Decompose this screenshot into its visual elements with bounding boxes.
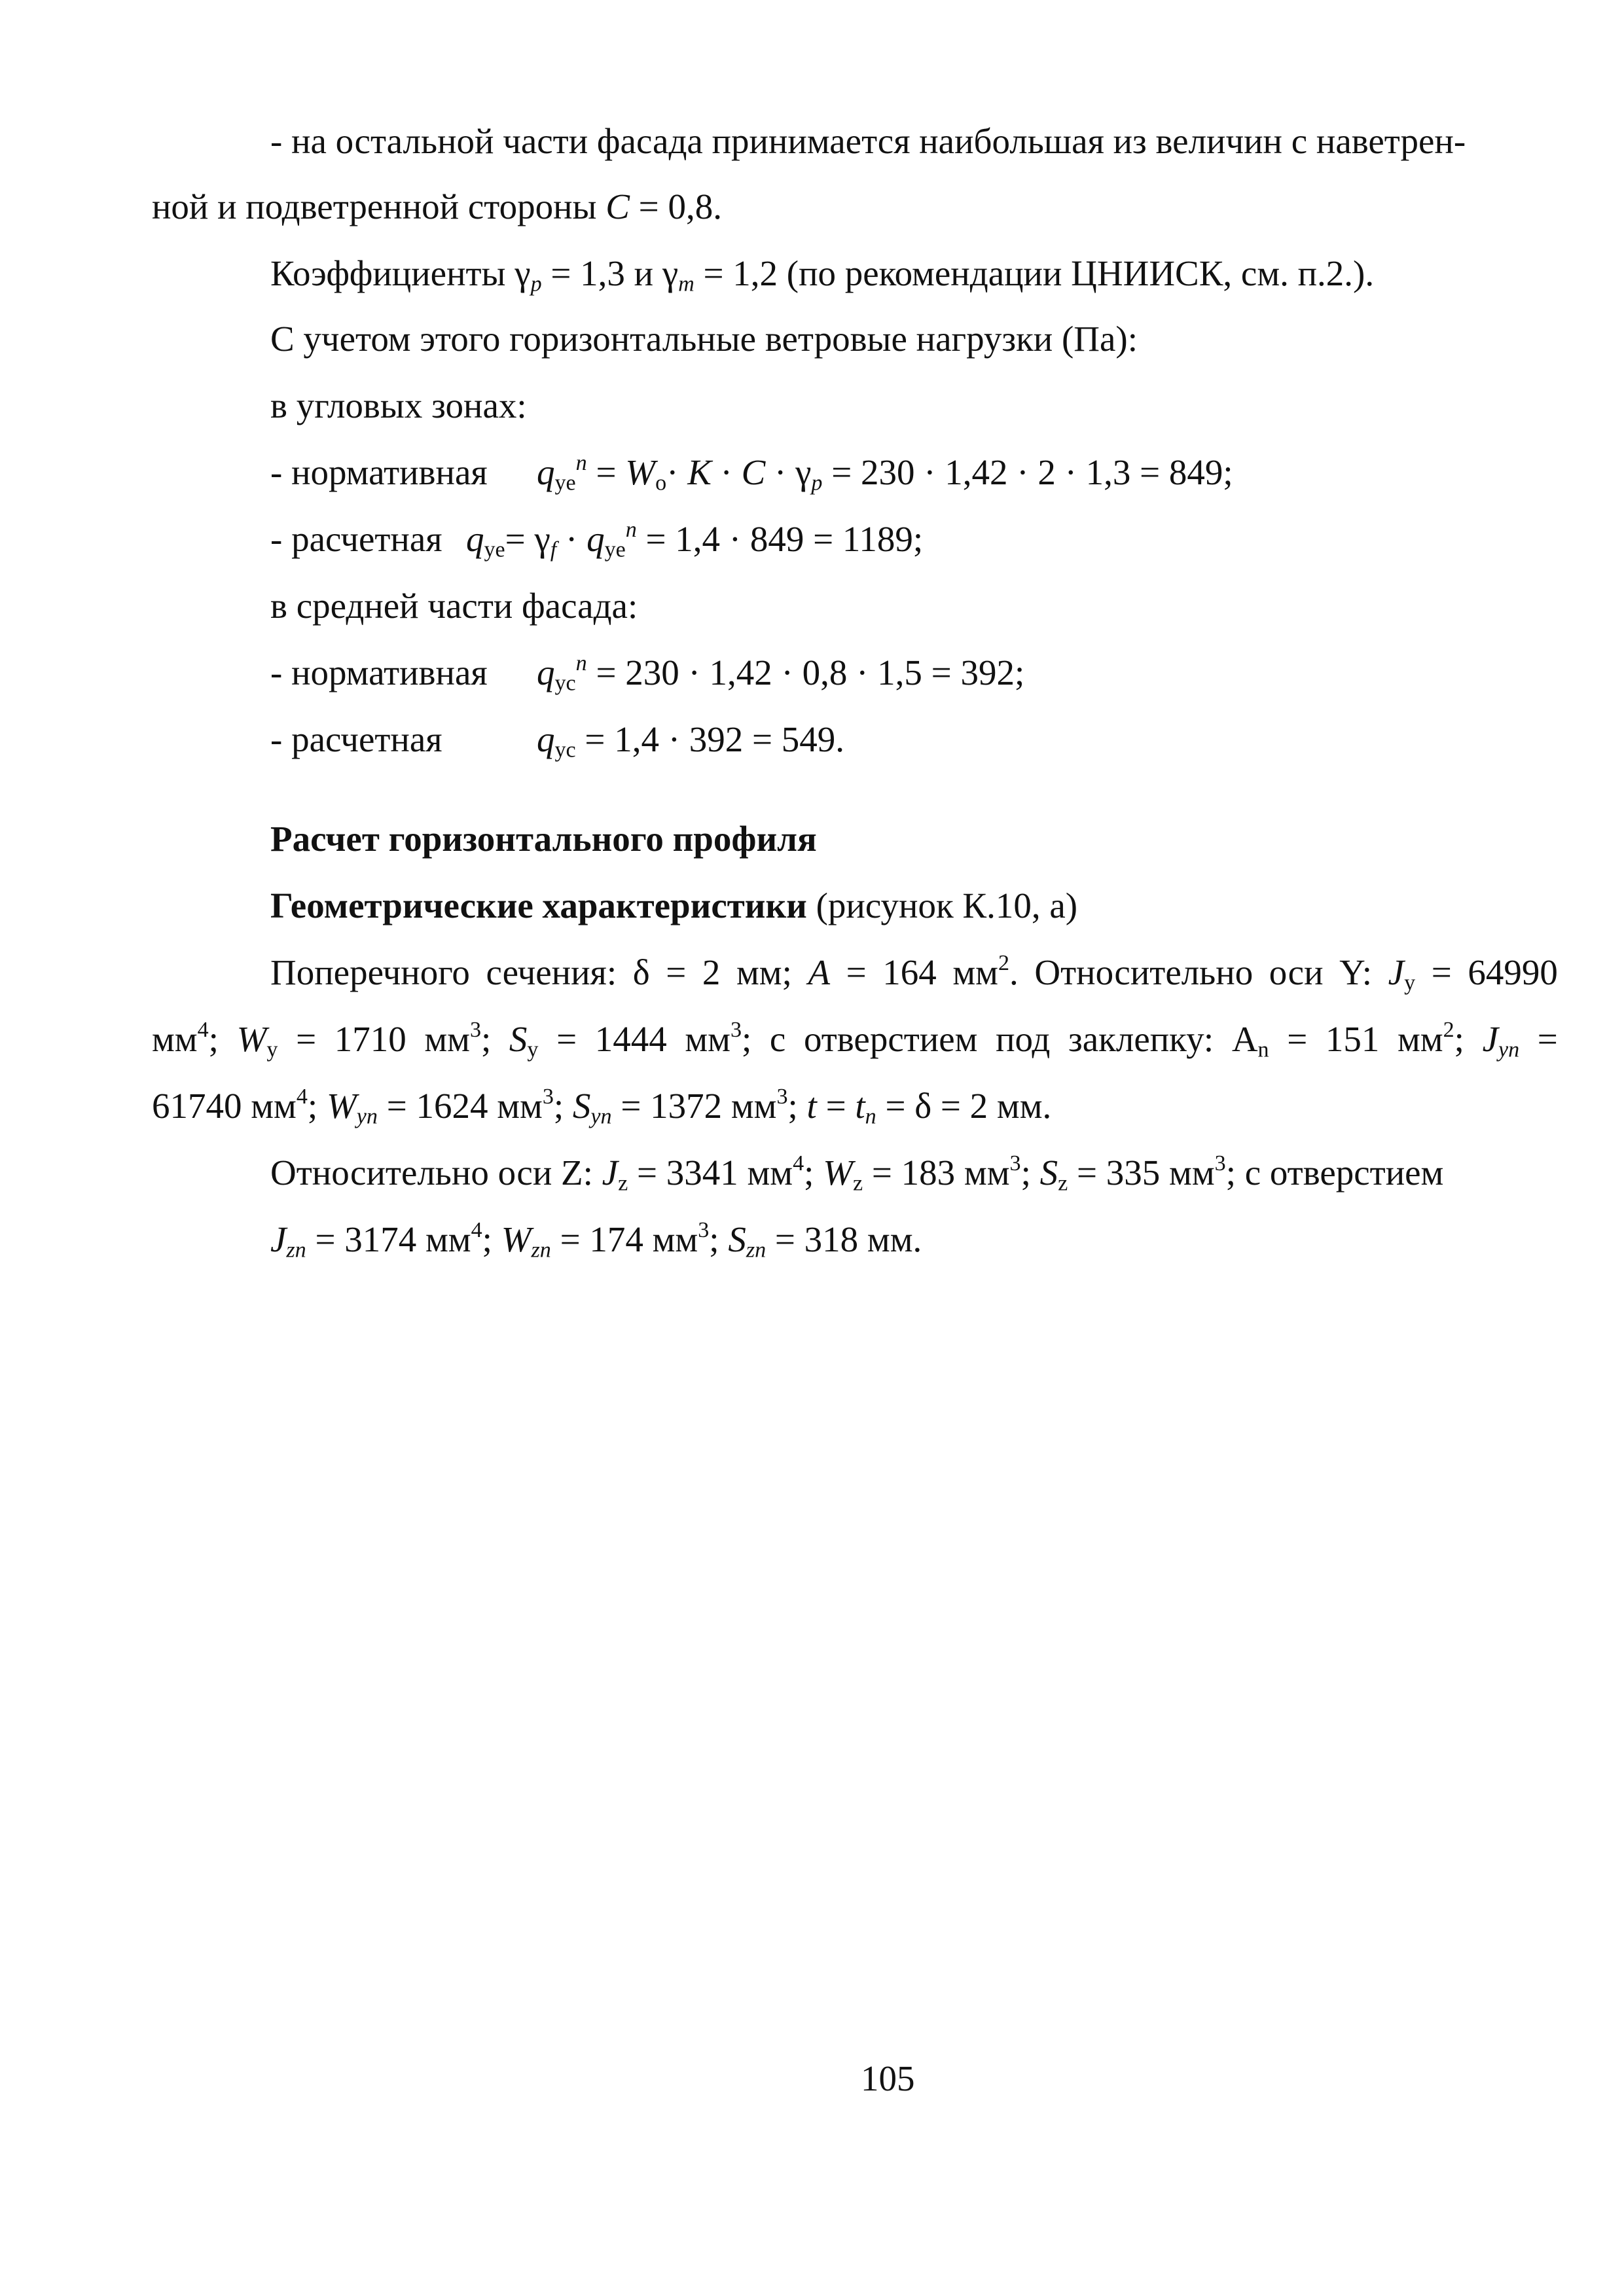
word: =	[296, 1019, 317, 1059]
word	[1482, 1019, 1520, 1062]
word: оси	[1269, 952, 1324, 992]
subscript: o	[655, 471, 667, 495]
justified-line	[152, 1017, 1558, 1062]
superscript: 4	[471, 1217, 482, 1242]
text-run: = 230 · 1,42 · 0,8 · 1,5 = 392;	[586, 653, 1025, 692]
text-run: =	[586, 452, 626, 492]
word: Относительно	[1034, 952, 1254, 992]
text-run: = 335 мм	[1068, 1153, 1215, 1193]
variable-a: A	[1231, 1019, 1258, 1059]
subscript: y	[266, 1037, 278, 1062]
subscript: zn	[531, 1238, 551, 1263]
superscript: n	[575, 450, 587, 475]
variable-s: S	[509, 1019, 528, 1059]
formula-label: - расчетная	[270, 519, 442, 559]
punct: ;	[1020, 1153, 1040, 1193]
word: 151	[1325, 1019, 1380, 1059]
subscript: zn	[286, 1238, 306, 1263]
variable-k: К	[687, 452, 712, 492]
symbol-gamma: γ	[534, 519, 550, 559]
subscript: n	[865, 1104, 876, 1129]
superscript: 4	[296, 1084, 308, 1109]
text-line	[270, 521, 442, 557]
word: Поперечного	[270, 952, 470, 992]
word: δ	[632, 952, 650, 992]
subscript: ye	[604, 537, 626, 562]
formula	[537, 450, 1233, 495]
subscript: yc	[554, 738, 576, 762]
subscript: n	[1257, 1037, 1269, 1062]
text-run: = 3174 мм	[306, 1219, 471, 1259]
text-run: ·	[711, 452, 742, 492]
text-line	[270, 253, 1375, 296]
subscript: yc	[554, 671, 576, 696]
punct: ;	[742, 1019, 752, 1059]
superscript: 3	[1009, 1151, 1021, 1175]
text-run: Относительно оси Z:	[270, 1153, 602, 1193]
word: сечения:	[486, 952, 617, 992]
text-line	[270, 321, 1138, 357]
variable-q: q	[586, 519, 605, 559]
variable-w: W	[236, 1019, 267, 1059]
word	[952, 950, 1019, 992]
word: 64990	[1468, 952, 1558, 992]
variable-c: С	[741, 452, 766, 492]
punct: ;	[482, 1219, 501, 1259]
text-run: = 3341 мм	[628, 1153, 793, 1193]
variable-j: J	[270, 1219, 287, 1259]
superscript: 2	[998, 950, 1010, 975]
unit: мм	[152, 1019, 198, 1059]
variable-s: S	[728, 1219, 746, 1259]
formula	[537, 651, 1025, 696]
variable-j: J	[1482, 1019, 1498, 1059]
variable-q: q	[537, 653, 555, 692]
word: 1444	[594, 1019, 667, 1059]
text-run: = 1,2 (по рекомендации ЦНИИСК, см. п.2.).	[694, 253, 1375, 293]
word: с	[769, 1019, 786, 1059]
word: 164	[882, 952, 937, 992]
superscript: 3	[542, 1084, 554, 1109]
text-run: =	[505, 519, 535, 559]
word: 1710	[334, 1019, 406, 1059]
punct: ;	[553, 1086, 573, 1126]
text-run: = 183 мм	[863, 1153, 1010, 1193]
text-line	[270, 721, 442, 757]
formula-label: - расчетная	[270, 719, 442, 759]
punct: ;	[787, 1086, 807, 1126]
formula	[537, 719, 845, 762]
word: отверстием	[803, 1019, 978, 1059]
variable-t: t	[806, 1086, 817, 1126]
text-run: ; с отверстием	[1225, 1153, 1444, 1193]
superscript: 3	[698, 1217, 710, 1242]
punct: ;	[481, 1019, 492, 1059]
word	[509, 1019, 539, 1062]
superscript: 3	[730, 1017, 742, 1042]
text-run: = 318 мм.	[766, 1219, 922, 1259]
variable-w: W	[501, 1219, 532, 1259]
superscript: 2	[1443, 1017, 1454, 1042]
superscript: n	[575, 651, 587, 675]
subscript: z	[853, 1171, 863, 1196]
text-line	[270, 387, 527, 423]
text-run: С учетом этого горизонтальные ветровые нагрузки (Па):	[270, 319, 1138, 359]
text-line	[270, 588, 638, 624]
formula-label: - нормативная	[270, 452, 488, 492]
subscript: m	[678, 272, 695, 296]
text-run: = 1624 мм	[377, 1086, 543, 1126]
word: мм;	[736, 952, 792, 992]
text-run: Коэффициенты	[270, 253, 515, 293]
superscript: 3	[776, 1084, 788, 1109]
subscript: yn	[590, 1104, 612, 1129]
punct: ;	[208, 1019, 219, 1059]
unit: мм	[1398, 1019, 1443, 1059]
subscript-text: ye	[554, 471, 576, 495]
punct: .	[1009, 952, 1019, 992]
text-line	[152, 1084, 1052, 1129]
text-run: - на остальной части фасада принимается наибольшая из величин с наветрен-	[270, 121, 1466, 161]
text-run: = δ = 2 мм.	[876, 1086, 1052, 1126]
superscript: n	[625, 517, 637, 542]
variable-j: J	[1388, 952, 1405, 992]
word: 2	[702, 952, 721, 992]
text-run: = 1372 мм	[611, 1086, 777, 1126]
variable-q: q	[466, 519, 484, 559]
text-run: = 1,4 · 849 = 1189;	[636, 519, 924, 559]
superscript: 4	[197, 1017, 209, 1042]
subscript: p	[811, 471, 823, 495]
subscript: ye	[484, 537, 505, 562]
text-run: = 230 · 1,42 · 2 · 1,3 = 849;	[822, 452, 1233, 492]
punct: ;	[709, 1219, 729, 1259]
subscript: z	[618, 1171, 628, 1196]
formula-label: - нормативная	[270, 653, 488, 692]
variable-q: q	[537, 452, 555, 492]
variable-w: W	[625, 452, 656, 492]
word: =	[1431, 952, 1452, 992]
word: =	[1537, 1019, 1558, 1059]
unit: мм	[685, 1019, 731, 1059]
variable-w: W	[823, 1153, 854, 1193]
superscript: 3	[1214, 1151, 1226, 1175]
variable-s: S	[1039, 1153, 1058, 1193]
formula	[466, 517, 924, 562]
word: заклепку:	[1068, 1019, 1214, 1059]
variable-w: W	[326, 1086, 357, 1126]
text-run: ной и подветренной стороны	[152, 187, 606, 226]
word: =	[556, 1019, 577, 1059]
word: под	[996, 1019, 1051, 1059]
punct: ;	[307, 1086, 327, 1126]
superscript: 3	[469, 1017, 481, 1042]
subscript: yn	[1498, 1037, 1520, 1062]
word	[1398, 1017, 1464, 1059]
text-run: ·	[666, 452, 688, 492]
variable-a: A	[808, 952, 831, 992]
subsection-heading	[270, 888, 1077, 924]
heading-text: Геометрические характеристики	[270, 886, 807, 925]
text-run: в угловых зонах:	[270, 386, 527, 425]
word	[236, 1019, 278, 1062]
variable-t: t	[855, 1086, 865, 1126]
word	[1231, 1019, 1269, 1062]
variable-c: С	[605, 187, 630, 226]
unit: мм	[424, 1019, 470, 1059]
word: Y:	[1339, 952, 1373, 992]
word: =	[846, 952, 867, 992]
text-run: = 1,4 · 392 = 549.	[575, 719, 845, 759]
variable-j: J	[602, 1153, 619, 1193]
text-run: 61740 мм	[152, 1086, 297, 1126]
word	[424, 1017, 492, 1059]
text-line	[270, 454, 488, 490]
unit: мм	[952, 952, 998, 992]
text-line	[152, 188, 722, 224]
symbol-gamma: γ	[662, 253, 679, 293]
subscript: f	[550, 537, 557, 562]
page-number: 105	[861, 2058, 915, 2098]
text-run: =	[816, 1086, 856, 1126]
text-run: = 1,3 и	[541, 253, 662, 293]
punct: ;	[1454, 1019, 1464, 1059]
superscript: 4	[793, 1151, 804, 1175]
subscript: zn	[746, 1238, 767, 1263]
section-heading	[270, 821, 817, 857]
subscript: y	[527, 1037, 539, 1062]
symbol-gamma: γ	[795, 452, 812, 492]
subscript: y	[1404, 971, 1416, 996]
text-line	[270, 655, 488, 691]
word	[1388, 952, 1416, 996]
subscript: yn	[356, 1104, 378, 1129]
word	[152, 1017, 219, 1059]
text-run: = 0,8.	[629, 187, 722, 226]
text-run: (рисунок К.10, а)	[806, 886, 1078, 925]
text-line	[270, 123, 1466, 159]
subscript	[555, 471, 576, 495]
subscript: p	[530, 272, 542, 296]
text-run: ·	[556, 519, 587, 559]
word: =	[666, 952, 687, 992]
text-run: = 174 мм	[550, 1219, 698, 1259]
text-run: в средней части фасада:	[270, 586, 638, 626]
variable-s: S	[572, 1086, 591, 1126]
text-run: ·	[765, 452, 796, 492]
text-line	[270, 1217, 922, 1263]
heading-text: Расчет горизонтального профиля	[270, 819, 817, 859]
variable-q: q	[537, 719, 555, 759]
text-line	[270, 1151, 1444, 1196]
word: =	[1287, 1019, 1308, 1059]
symbol-gamma: γ	[514, 253, 531, 293]
word	[685, 1017, 752, 1059]
punct: ;	[804, 1153, 823, 1193]
subscript: z	[1058, 1171, 1068, 1196]
justified-line	[270, 950, 1558, 996]
